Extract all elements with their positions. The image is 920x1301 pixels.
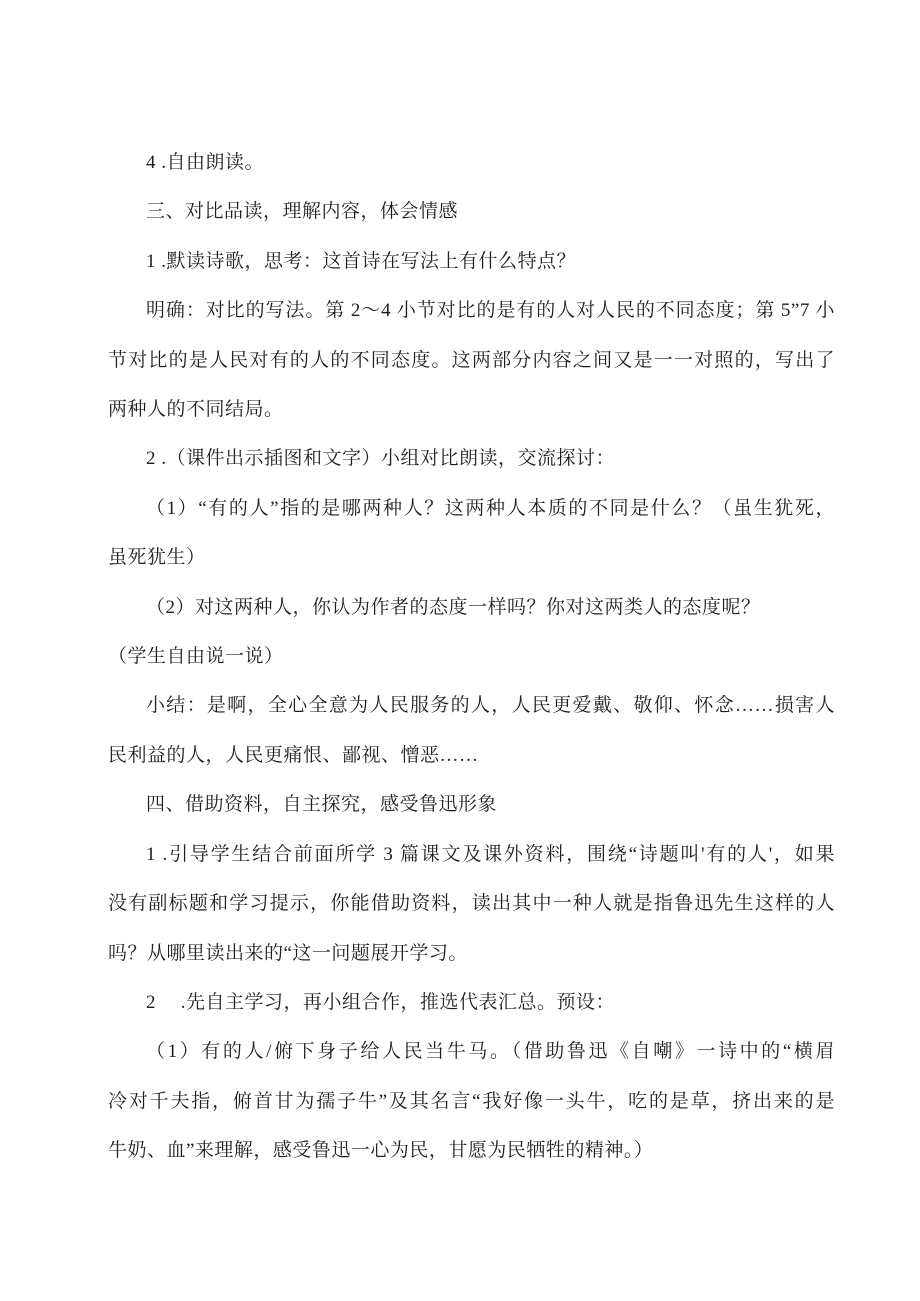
text-line: 虽死犹生） <box>108 547 206 569</box>
text-line: （1）有的人/俯下身子给人民当牛马。（借助鲁迅《自嘲》一诗中的“横眉 <box>146 1041 835 1063</box>
document-body <box>108 138 835 1176</box>
text-line: 两种人的不同结局。 <box>108 399 284 421</box>
text-line: 1 .默读诗歌，思考：这首诗在写法上有什么特点？ <box>146 250 577 272</box>
text-line: 牛奶、血”来理解，感受鲁迅一心为民，甘愿为民牺牲的精神。） <box>108 1140 654 1162</box>
text-line: 4 .自由朗读。 <box>146 152 265 173</box>
text-line: 小结：是啊，全心全意为人民服务的人，人民更爱戴、敬仰、怀念……损害人 <box>146 695 835 717</box>
text-line: （2）对这两种人，你认为作者的态度一样吗？你对这两类人的态度呢？ <box>146 596 761 618</box>
text-line: 2 .先自主学习，再小组合作，推选代表汇总。预设： <box>146 991 616 1013</box>
text-line: 冷对千夫指，俯首甘为孺子牛”及其名言“我好像一头牛，吃的是草，挤出来的是 <box>108 1090 835 1112</box>
text-line: 1 .引导学生结合前面所学 3 篇课文及课外资料，围绕“诗题叫'有的人'，如果 <box>146 843 835 865</box>
text-line: 节对比的是人民对有的人的不同态度。这两部分内容之间又是一一对照的，写出了 <box>108 349 835 371</box>
text-line: 三、对比品读，理解内容，体会情感 <box>146 201 459 223</box>
text-line: 四、借助资料，自主探究，感受鲁迅形象 <box>146 794 498 816</box>
text-line: 没有副标题和学习提示，你能借助资料，读出其中一种人就是指鲁迅先生这样的人 <box>108 893 835 915</box>
text-line: （学生自由说一说） <box>108 646 284 668</box>
text-line: 2 .（课件出示插图和文字）小组对比朗读，交流探讨： <box>146 448 616 470</box>
text-line: （1）“有的人”指的是哪两种人？这两种人本质的不同是什么？（虽生犹死， <box>146 497 835 519</box>
text-line: 吗？从哪里读出来的“这一问题展开学习。 <box>108 942 468 964</box>
text-line: 明确：对比的写法。第 2～4 小节对比的是有的人对人民的不同态度；第 5”7 小 <box>146 300 835 322</box>
text-line: 民利益的人，人民更痛恨、鄙视、憎恶…… <box>108 744 479 766</box>
